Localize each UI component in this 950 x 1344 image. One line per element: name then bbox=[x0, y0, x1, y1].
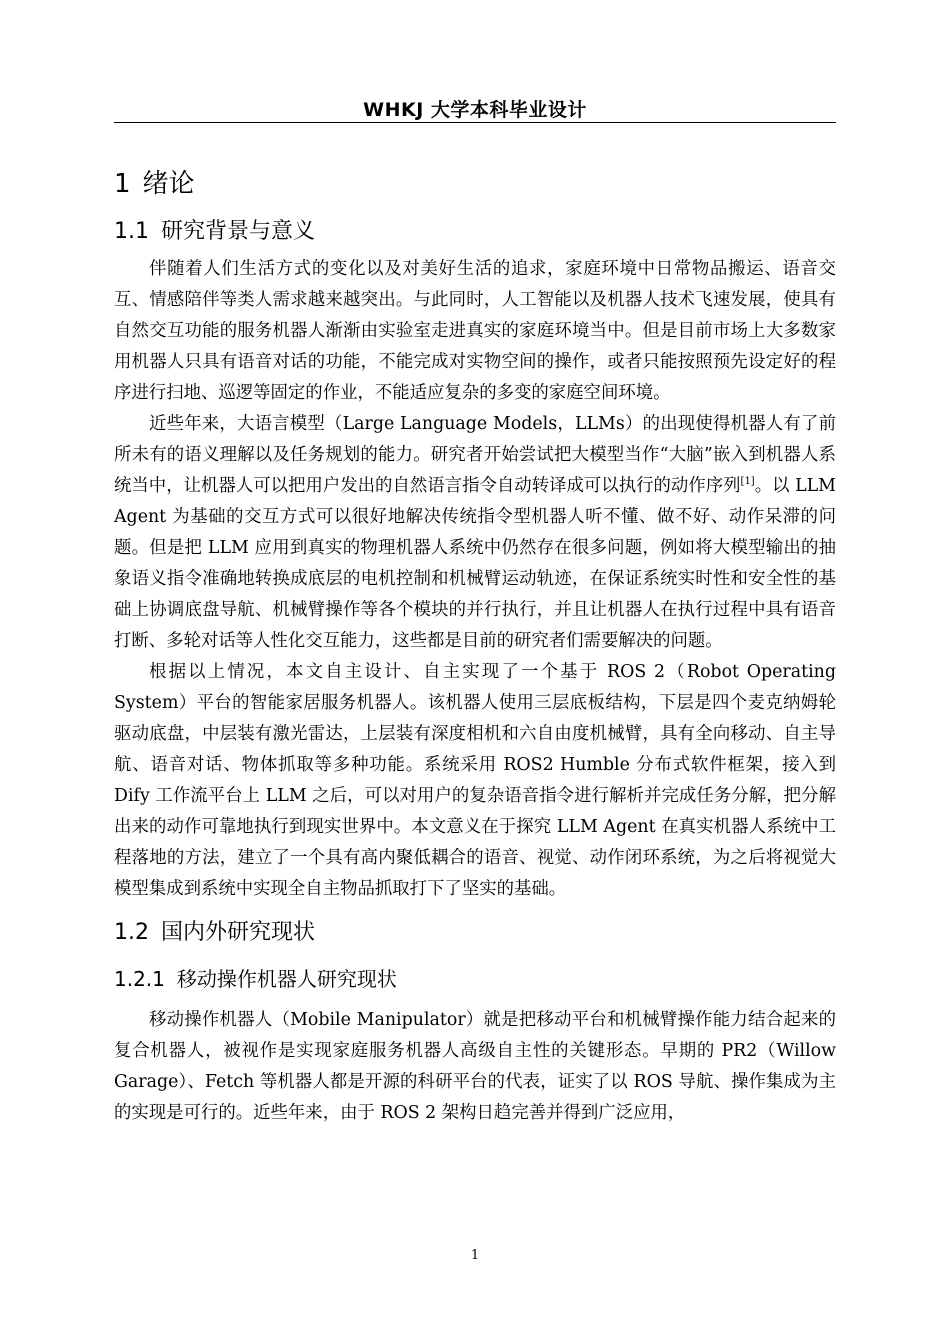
paragraph-2-part-b: 。以 LLM Agent 为基础的交互方式可以很好地解决传统指令型机器人听不懂、做不好、动作呆滞的问题。但是把 LLM 应用到真实的物理机器人系统中仍然存在很多问题，例如将大模型输出的抽象语义指令准确地转换成底层的电机控制和机械臂运动轨迹，在保证系统实时性和安全性的基础上协调底盘导航、机械臂操作等各个模块的并行执行，并且让机器人在执行过程中具有语音打断、多轮对话等人性化交互能力，这些都是目前的研究者们需要解决的问题。 bbox=[114, 476, 836, 651]
section-heading-1-2 bbox=[114, 913, 836, 953]
section-title: 国内外研究现状 bbox=[161, 920, 316, 945]
section-title: 研究背景与意义 bbox=[161, 219, 316, 244]
subsection-number: 1.2.1 bbox=[114, 967, 165, 991]
subsection-heading-1-2-1 bbox=[114, 959, 836, 999]
page-number: 1 bbox=[470, 1248, 480, 1263]
section-number: 1.2 bbox=[114, 920, 149, 945]
header-rule bbox=[114, 122, 836, 123]
chapter-number: 1 bbox=[114, 169, 131, 199]
subsection-title: 移动操作机器人研究现状 bbox=[176, 967, 397, 991]
paragraph-4: 移动操作机器人（Mobile Manipulator）就是把移动平台和机械臂操作能力结合起来的复合机器人，被视作是实现家庭服务机器人高级自主性的关键形态。早期的 PR2（Willow Garage）、Fetch 等机器人都是开源的科研平台的代表，证实了以 ROS 导航、操作集成为主的实现是可行的。近些年来，由于 ROS 2 架构日趋完善并得到广泛应用， bbox=[114, 1010, 836, 1123]
citation-marker[interactable]: [1] bbox=[740, 476, 755, 488]
paragraph-3: 根据以上情况，本文自主设计、自主实现了一个基于 ROS 2（Robot Operating System）平台的智能家居服务机器人。该机器人使用三层底板结构，下层是四个麦克纳姆轮驱动底盘，中层装有激光雷达，上层装有深度相机和六自由度机械臂，具有全向移动、自主导航、语音对话、物体抓取等多种功能。系统采用 ROS2 Humble 分布式软件框架，接入到 Dify 工作流平台上 LLM 之后，可以对用户的复杂语音指令进行解析并完成任务分解，把分解出来的动作可靠地执行到现实世界中。本文意义在于探究 LLM Agent 在真实机器人系统中工程落地的方法，建立了一个具有高内聚低耦合的语音、视觉、动作闭环系统，为之后将视觉大模型集成到系统中实现全自主物品抓取打下了坚实的基础。 bbox=[114, 662, 836, 899]
paragraph-2-part-a: 近些年来，大语言模型（Large Language Models，LLMs）的出现使得机器人有了前所未有的语义理解以及任务规划的能力。研究者开始尝试把大模型当作“大脑”嵌入到机器人系统当中，让机器人可以把用户发出的自然语言指令自动转译成可以执行的动作序列 bbox=[114, 414, 836, 496]
chapter-title: 绪论 bbox=[142, 169, 195, 199]
running-header: WHKJ 大学本科毕业设计 bbox=[363, 99, 587, 121]
section-heading-1-1 bbox=[114, 212, 836, 252]
chapter-heading bbox=[114, 160, 836, 208]
section-number: 1.1 bbox=[114, 219, 149, 244]
page-content bbox=[114, 160, 836, 1129]
paragraph-2 bbox=[114, 409, 836, 657]
paragraph-1: 伴随着人们生活方式的变化以及对美好生活的追求，家庭环境中日常物品搬运、语音交互、情感陪伴等类人需求越来越突出。与此同时，人工智能以及机器人技术飞速发展，使具有自然交互功能的服务机器人渐渐由实验室走进真实的家庭环境当中。但是目前市场上大多数家用机器人只具有语音对话的功能，不能完成对实物空间的操作，或者只能按照预先设定好的程序进行扫地、巡逻等固定的作业，不能适应复杂的多变的家庭空间环境。 bbox=[114, 259, 836, 403]
